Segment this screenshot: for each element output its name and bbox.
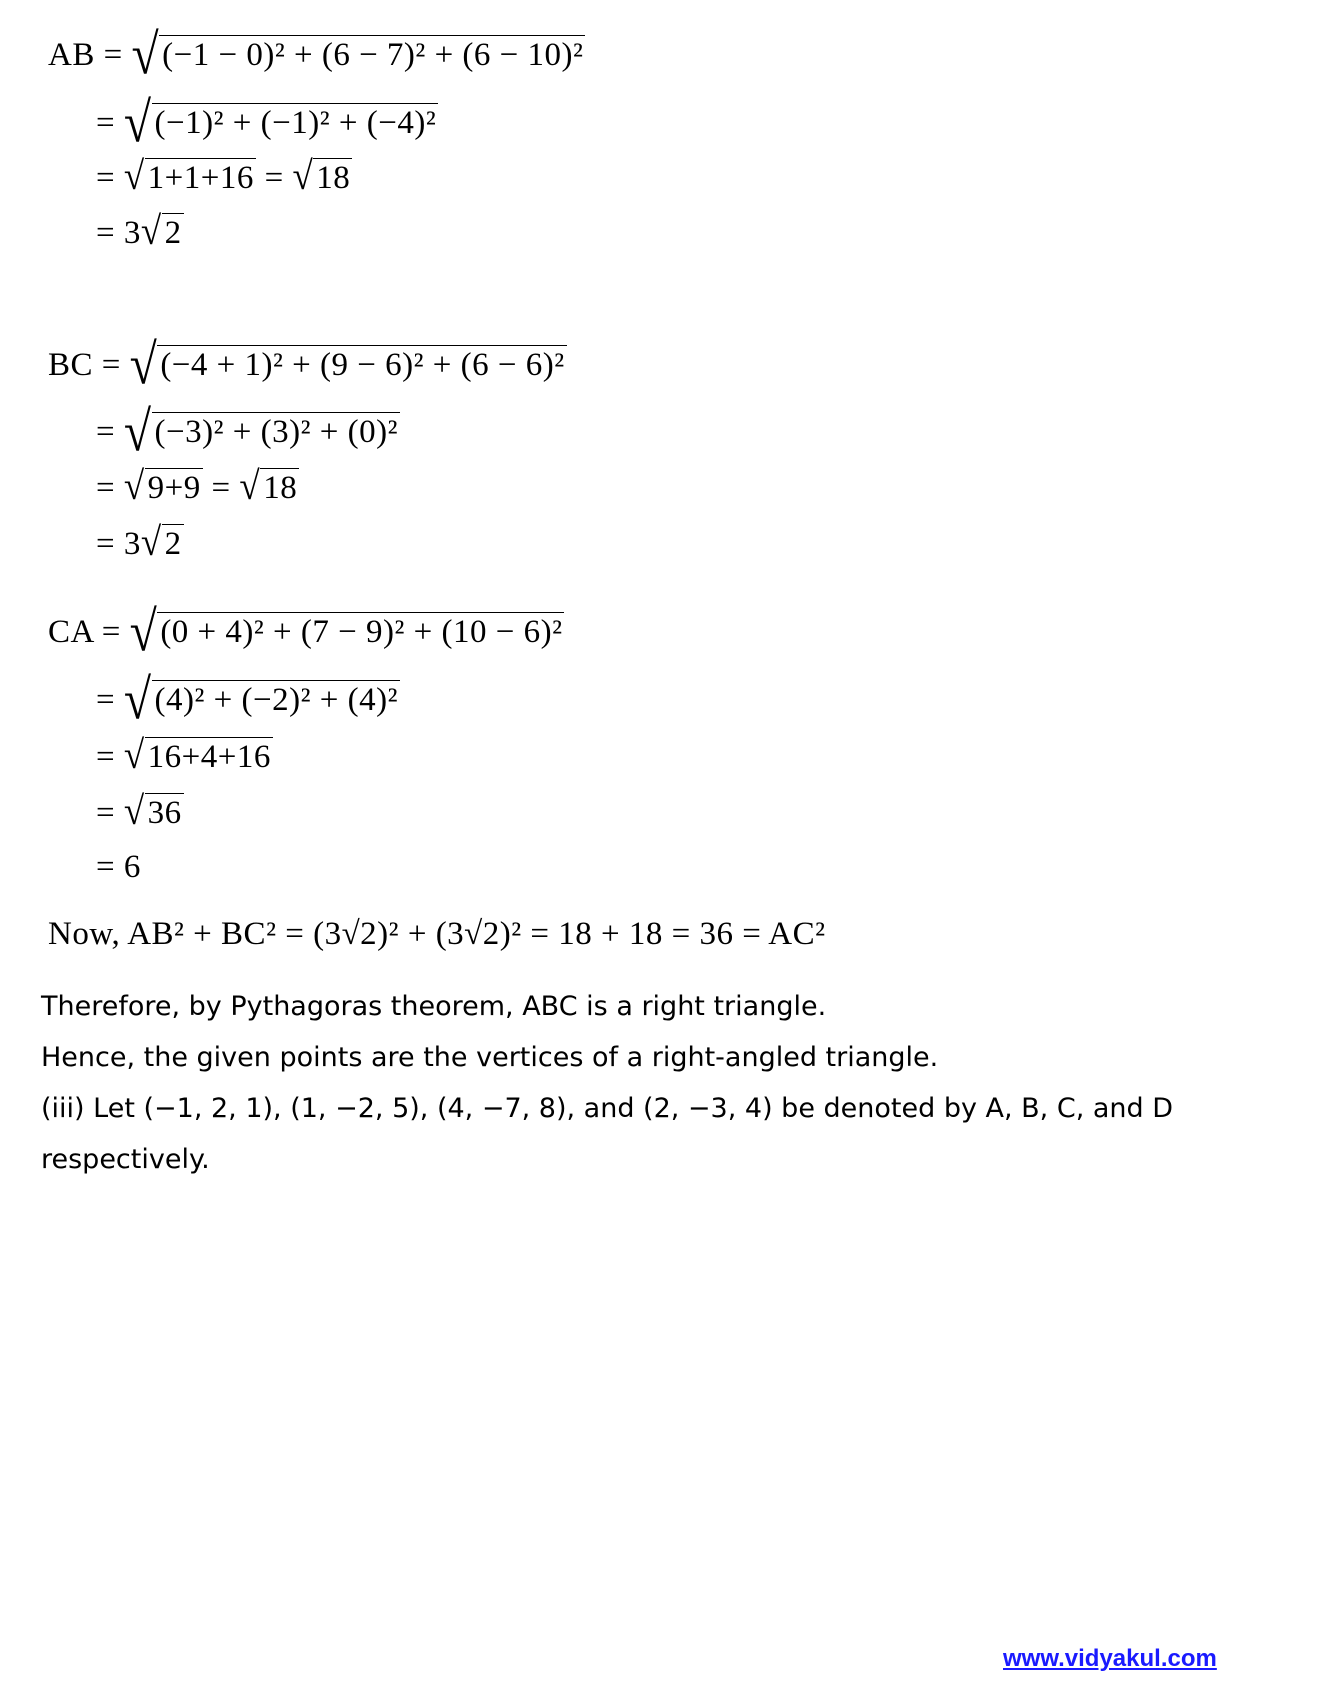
radical: √2 (140, 519, 182, 564)
radical: √(−1)² + (−1)² + (−4)² (123, 90, 437, 155)
radicand: (−1)² + (−1)² + (−4)² (152, 103, 439, 140)
equals: = (96, 160, 116, 196)
radicand: 36 (145, 793, 184, 830)
equals: = (96, 682, 116, 719)
conclusion-text-2: Hence, the given points are the vertices of a right-angled triangle. (41, 1042, 939, 1073)
pythagoras-term-2: (3√2)² (435, 916, 522, 952)
ca-line-2 (96, 667, 400, 732)
radicand: 1+1+16 (145, 158, 256, 195)
ca-line-1 (48, 599, 564, 664)
radical: √(4)² + (−2)² + (4)² (123, 667, 398, 732)
radicand: 2 (162, 213, 184, 250)
radicand: 16+4+16 (145, 737, 273, 774)
footer-website-link[interactable]: www.vidyakul.com (1003, 1645, 1217, 1672)
ab-label: AB = (48, 37, 123, 74)
bc-line-3 (96, 463, 299, 508)
radical: √16+4+16 (123, 732, 271, 777)
equals: = (96, 795, 116, 831)
radicand: (−1 − 0)² + (6 − 7)² + (6 − 10)² (159, 35, 585, 72)
ab-line-4 (96, 208, 184, 253)
conclusion-text-1: Therefore, by Pythagoras theorem, ABC is a right triangle. (41, 991, 827, 1022)
ab-line-1 (48, 22, 585, 87)
ab-line-2 (96, 90, 438, 155)
coefficient: = 3 (96, 215, 141, 251)
radical: √2 (140, 208, 182, 253)
radical: √(−4 + 1)² + (9 − 6)² + (6 − 6)² (129, 332, 565, 397)
bc-line-2 (96, 399, 400, 464)
radical: √(−1 − 0)² + (6 − 7)² + (6 − 10)² (131, 22, 584, 87)
radicand: (−4 + 1)² + (9 − 6)² + (6 − 6)² (157, 345, 566, 382)
bc-label: BC = (48, 347, 121, 384)
equals: = (96, 739, 116, 775)
radicand: 2 (162, 524, 184, 561)
radicand: (−3)² + (3)² + (0)² (152, 412, 400, 449)
part-iii-line-2: respectively. (41, 1144, 210, 1175)
bc-line-1 (48, 332, 567, 397)
pythagoras-rhs: = 18 + 18 = 36 = AC² (530, 916, 826, 952)
equals: = (96, 414, 116, 451)
part-iii-line-1: (iii) Let (−1, 2, 1), (1, −2, 5), (4, −7, 8), and (2, −3, 4) be denoted by A, B, C, and D (41, 1093, 1174, 1124)
radical: √9+9 (123, 463, 201, 508)
plus: + (407, 916, 427, 952)
ca-line-5: = 6 (96, 849, 141, 885)
radicand: 18 (313, 158, 352, 195)
ab-line-3 (96, 153, 352, 198)
pythagoras-equation (48, 918, 826, 951)
pythagoras-term-1: (3√2)² (313, 916, 400, 952)
radicand: (4)² + (−2)² + (4)² (152, 680, 400, 717)
ca-line-3 (96, 732, 273, 777)
radicand: 18 (260, 468, 299, 505)
radical: √(0 + 4)² + (7 − 9)² + (10 − 6)² (129, 599, 563, 664)
radical: √(−3)² + (3)² + (0)² (123, 399, 398, 464)
bc-line-4 (96, 519, 184, 564)
radicand: (0 + 4)² + (7 − 9)² + (10 − 6)² (157, 612, 564, 649)
equals: = (264, 160, 284, 196)
radicand: 9+9 (145, 468, 203, 505)
pythagoras-lhs: Now, AB² + BC² = (48, 916, 305, 952)
equals: = (211, 470, 231, 506)
radical: √18 (292, 153, 351, 198)
radical: √1+1+16 (123, 153, 254, 198)
radical: √18 (239, 463, 298, 508)
ca-line-4 (96, 788, 184, 833)
coefficient: = 3 (96, 526, 141, 562)
radical: √36 (123, 788, 182, 833)
ca-label: CA = (48, 614, 121, 651)
equals: = (96, 105, 116, 142)
equals: = (96, 470, 116, 506)
